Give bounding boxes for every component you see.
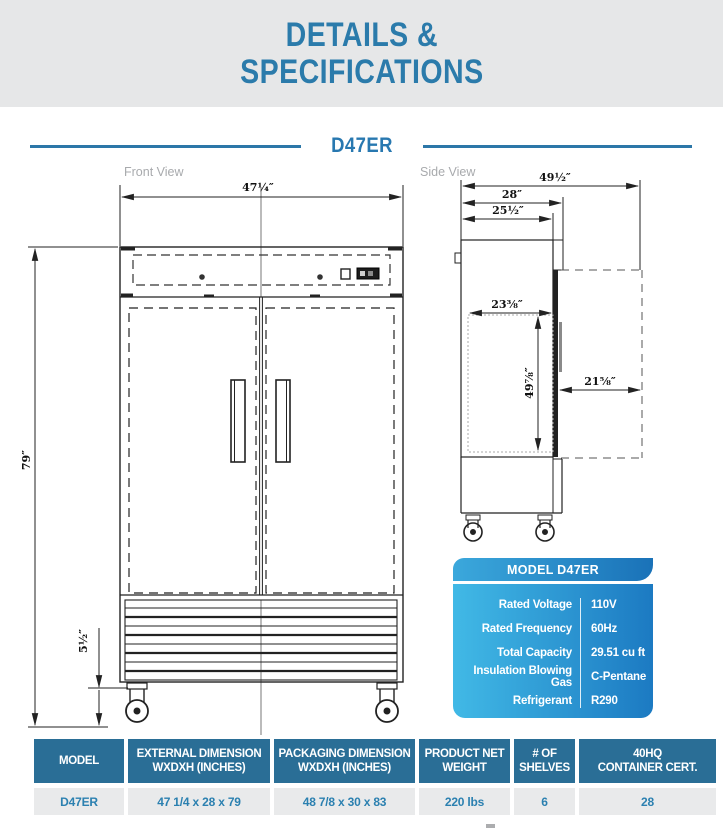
- temperature-display-icon: [357, 268, 379, 279]
- page-edge-artifact: [486, 824, 495, 828]
- spec-card-title: MODEL D47ER: [453, 558, 653, 581]
- page-title-line1: DETAILS &: [285, 16, 438, 55]
- spec-card-divider: [580, 598, 581, 708]
- cell-external-dimension: 47 1/4 x 28 x 79: [128, 788, 270, 815]
- left-door-gasket-outline: [129, 308, 256, 593]
- spec-card-body: [453, 584, 653, 718]
- front-width-dimension: [120, 185, 403, 246]
- front-height-dimension: [28, 247, 118, 727]
- side-top-dimensions: [461, 180, 640, 270]
- side-cabinet-outline: [455, 240, 563, 513]
- header-line: PRODUCT NET: [424, 747, 505, 760]
- header-cell-net-weight: [419, 739, 510, 783]
- header-line: MODEL: [58, 754, 100, 767]
- cell-model: D47ER: [34, 788, 124, 815]
- dimension-table: [34, 739, 716, 815]
- page-title: [240, 17, 483, 89]
- spec-value: 29.51 cu ft: [591, 647, 646, 659]
- hinge-screw-icon: [317, 274, 323, 280]
- page-title-line2: SPECIFICATIONS: [239, 52, 484, 91]
- side-door-swing-outline: [561, 270, 642, 458]
- front-left-caster-icon: [126, 683, 148, 722]
- spec-value: 60Hz: [591, 623, 618, 635]
- header-line: # OF: [532, 747, 557, 760]
- side-door-handle: [559, 322, 562, 372]
- front-right-caster-icon: [376, 683, 398, 722]
- side-interior-outline: [468, 315, 553, 452]
- front-base-dimension: [88, 628, 128, 725]
- model-divider-row: [0, 133, 723, 159]
- spec-row-insulation-gas: [453, 665, 653, 689]
- side-view-drawing: [415, 160, 723, 555]
- spec-label: Refrigerant: [512, 695, 572, 707]
- spec-card: [453, 558, 653, 718]
- spec-row-refrigerant: [453, 689, 653, 713]
- side-view-label: Side View: [420, 165, 476, 179]
- spec-label: Insulation Blowing Gas: [473, 665, 572, 689]
- header-line: EXTERNAL DIMENSION: [136, 747, 262, 760]
- front-height-dim-label: 79″: [20, 449, 33, 471]
- header-line: SHELVES: [519, 762, 570, 774]
- spec-label: Rated Voltage: [498, 599, 572, 611]
- hinge-screw-icon: [199, 274, 205, 280]
- side-interior-depth-label: 23⅜″: [491, 298, 523, 311]
- cell-container-cert: 28: [579, 788, 716, 815]
- cell-net-weight: 220 lbs: [419, 788, 510, 815]
- front-view-label: Front View: [124, 165, 184, 179]
- spec-value: C-Pentane: [591, 671, 647, 683]
- header-line: 40HQ: [633, 747, 662, 760]
- side-right-caster-icon: [536, 515, 554, 541]
- divider-line-left: [30, 145, 301, 148]
- page-header-banner: [0, 0, 723, 107]
- header-line: WXDXH (INCHES): [152, 762, 246, 774]
- header-cell-model: [34, 739, 124, 783]
- spec-row-capacity: [453, 641, 653, 665]
- dimension-table-header: [34, 739, 716, 783]
- cell-packaging-dimension: 48 7/8 x 30 x 83: [274, 788, 415, 815]
- cell-shelves: 6: [514, 788, 575, 815]
- spec-label: Rated Frequency: [481, 623, 572, 635]
- side-body-depth-label: 25½″: [492, 204, 524, 217]
- front-doors: [120, 297, 403, 595]
- side-left-caster-icon: [464, 515, 482, 541]
- spec-label: Total Capacity: [497, 647, 572, 659]
- power-switch-icon: [341, 269, 350, 279]
- side-door-swing-label: 21⅝″: [584, 375, 616, 388]
- divider-line-right: [423, 145, 692, 148]
- header-cell-packaging-dimension: [274, 739, 415, 783]
- front-control-band: [133, 255, 390, 285]
- right-door-handle: [276, 380, 290, 462]
- model-name: D47ER: [331, 134, 393, 157]
- side-overall-depth-label: 49½″: [539, 171, 571, 184]
- left-door-handle: [231, 380, 245, 462]
- header-line: WEIGHT: [442, 762, 487, 774]
- side-interior-height-label: 49⅞″: [523, 367, 536, 399]
- dimension-table-row: [34, 788, 716, 815]
- front-width-dim-label: 47¼″: [242, 181, 274, 194]
- side-door: [553, 270, 562, 457]
- header-line: CONTAINER CERT.: [597, 762, 698, 774]
- right-door-gasket-outline: [266, 308, 394, 593]
- front-base-dim-label: 5½″: [77, 628, 90, 654]
- header-line: WXDXH (INCHES): [298, 762, 391, 774]
- header-cell-external-dimension: [128, 739, 270, 783]
- header-cell-shelves: [514, 739, 575, 783]
- spec-row-frequency: [453, 617, 653, 641]
- side-hinge-icon: [455, 253, 461, 263]
- spec-row-voltage: [453, 593, 653, 617]
- header-cell-container-cert: [579, 739, 716, 783]
- spec-value: R290: [591, 695, 618, 707]
- header-line: PACKAGING DIMENSION: [278, 747, 411, 760]
- spec-value: 110V: [591, 599, 617, 611]
- side-depth-label: 28″: [501, 188, 523, 201]
- front-view-drawing: [0, 160, 430, 735]
